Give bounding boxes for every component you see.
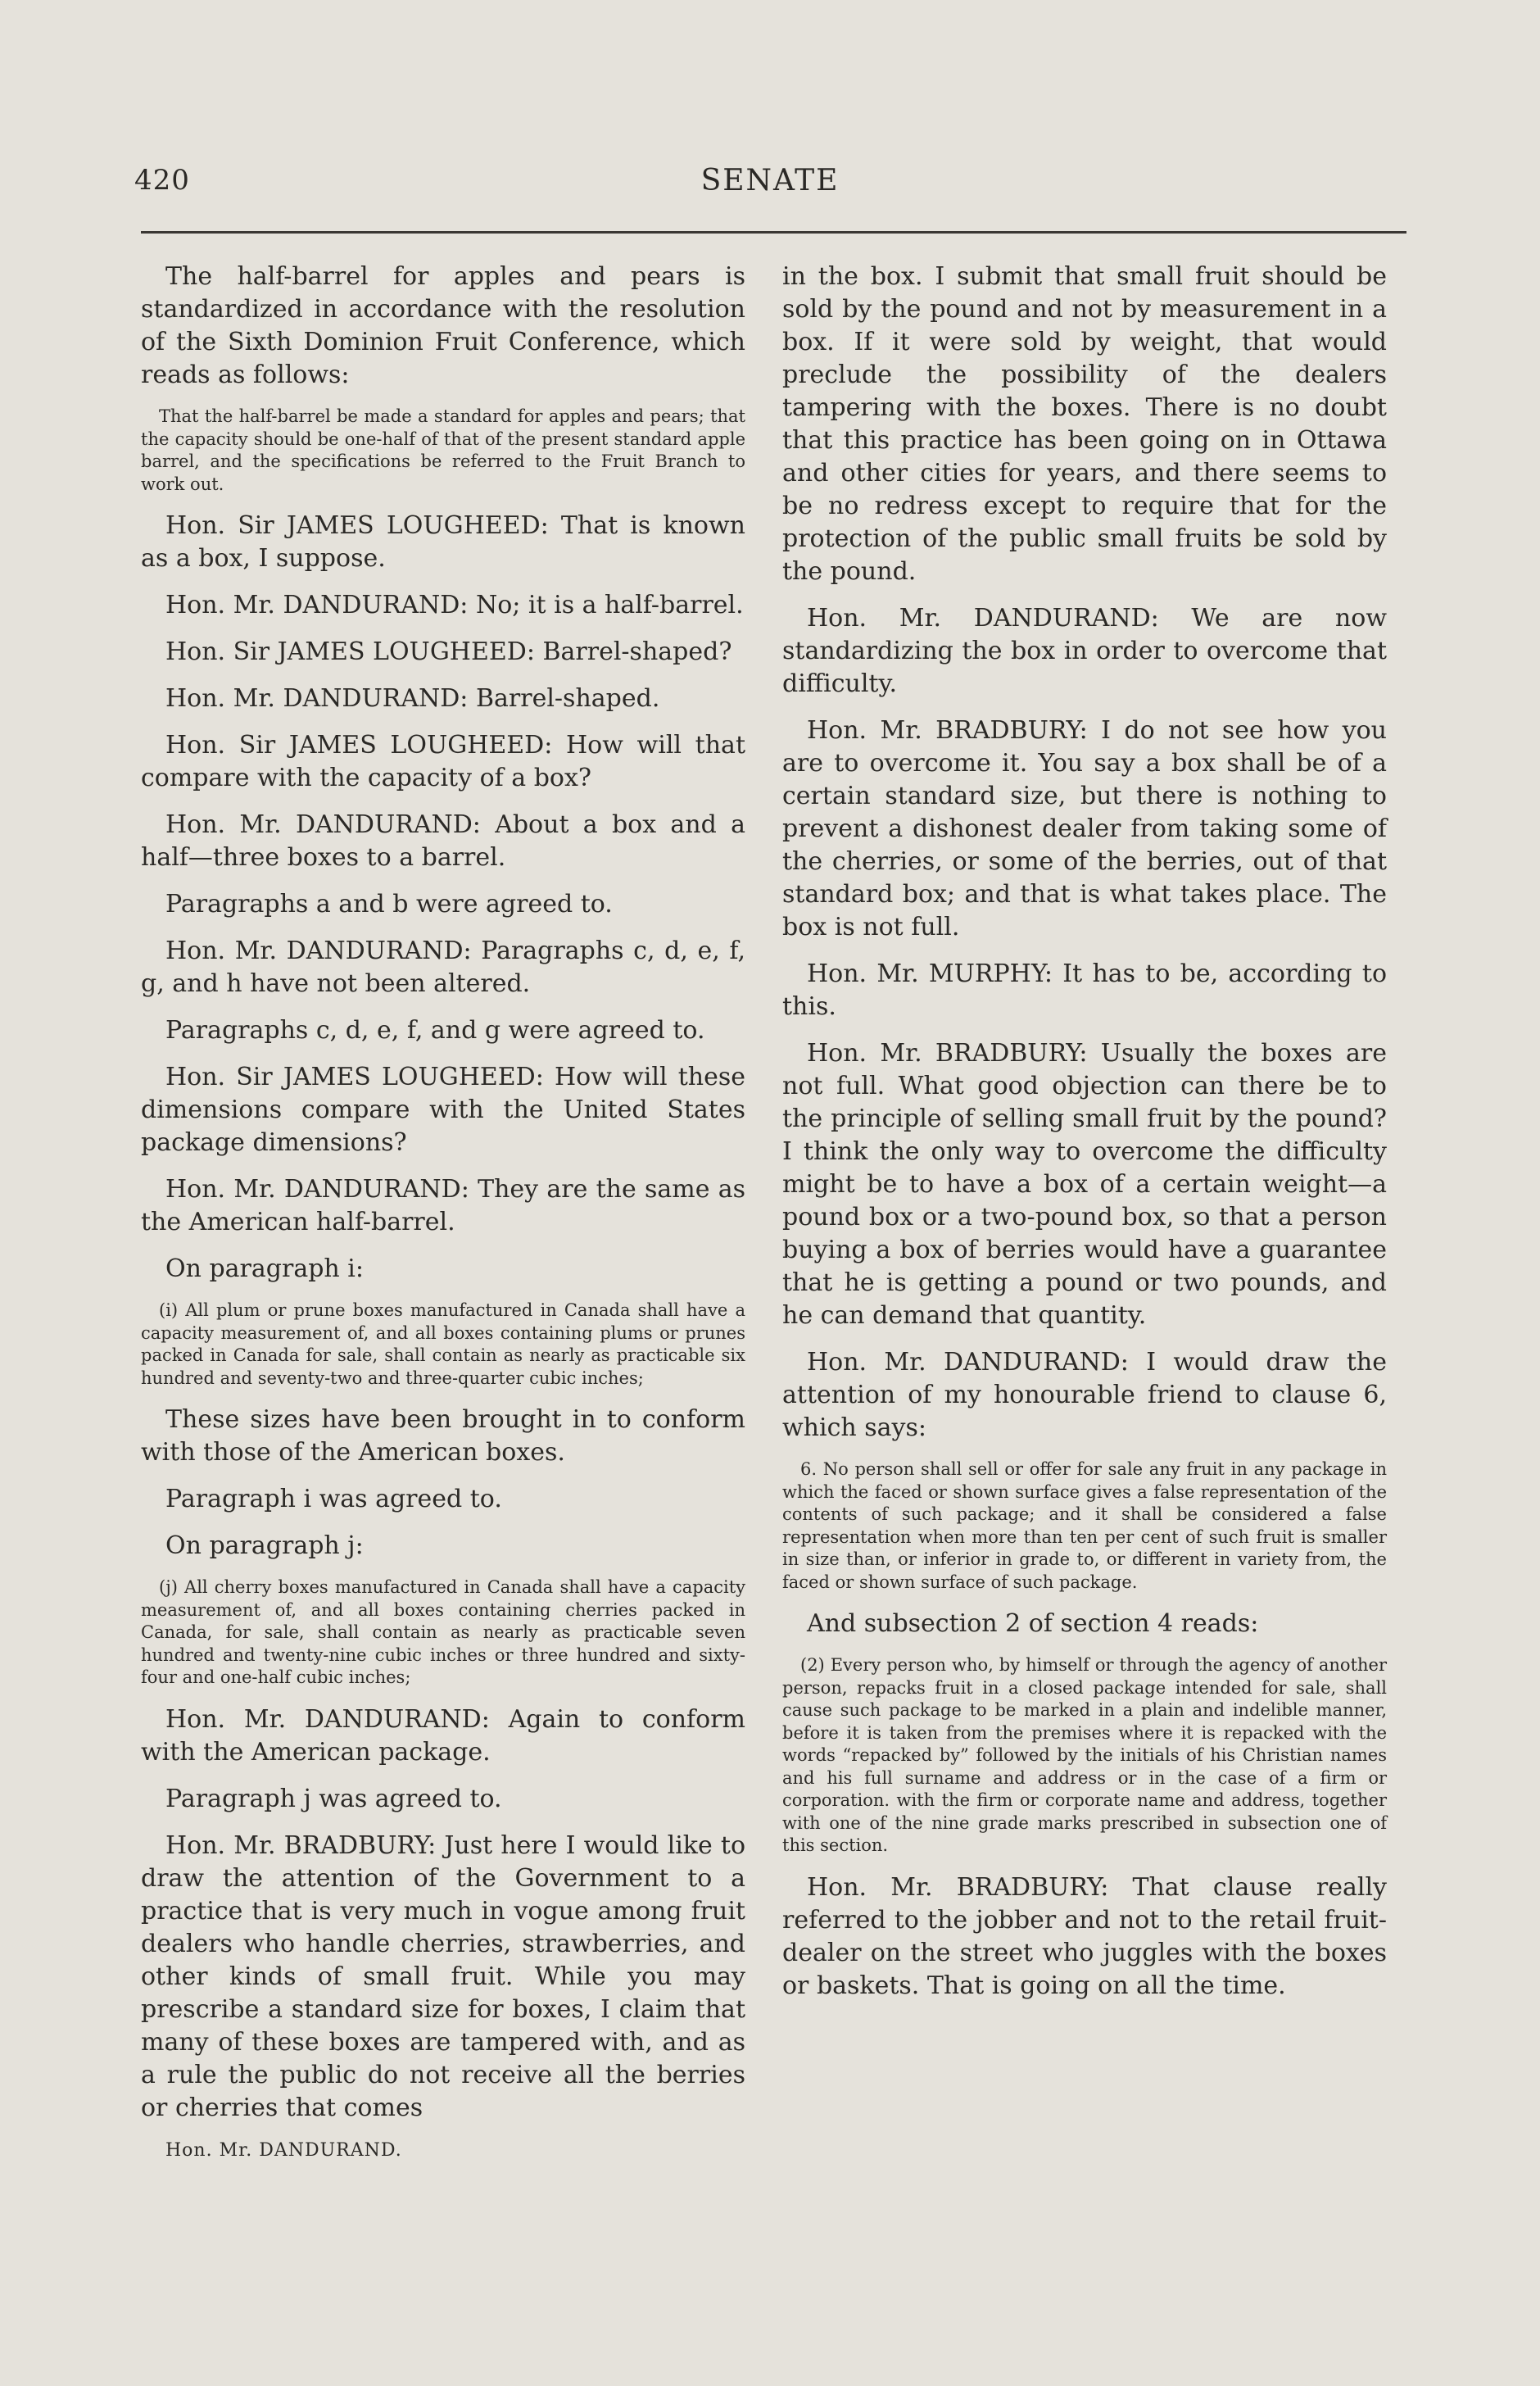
paragraph: Hon. Sir JAMES LOUGHEED: How will these dimensions compare with the United States package dimensions?: [141, 1063, 745, 1157]
paragraph: Hon. Sir JAMES LOUGHEED: Barrel-shaped?: [165, 637, 732, 666]
paragraph: Hon. Mr. DANDURAND: Barrel-shaped.: [165, 684, 660, 713]
paragraph: Hon. Mr. BRADBURY: That clause really referred to the jobber and not to the retail fruit-dealer on the street who juggles with the boxes or baskets. That is going on all the time.: [782, 1872, 1387, 2000]
paragraph: Hon. Mr. BRADBURY: Usually the boxes are not full. What good objection can there be to the principle of selling small fruit by the pound? I think the only way to overcome the difficulty might be to have a box of a certain weight—a pound box or a two-pound box, so that a person buying a box of berries would have a guarantee that he is getting a pound or two pounds, and he can demand that quantity.: [782, 1039, 1387, 1330]
paragraph: Hon. Sir JAMES LOUGHEED: That is known as a box, I suppose.: [141, 511, 745, 573]
paragraph: On paragraph i:: [165, 1254, 364, 1283]
paragraph: Hon. Mr. BRADBURY: I do not see how you are to overcome it. You say a box shall be of a certain standard size, but there is nothing to prevent a dishonest dealer from taking some of the cherries, or some of the berries, out of that standard box; and that is what takes place. The box is not full.: [782, 716, 1387, 941]
quoted-clause: (j) All cherry boxes manufactured in Canada shall have a capacity measurement of, and all boxes containing cherries packed in Canada, for sale, shall contain as nearly as practicable seven hundred and twenty-nine cubic inches or three hundred and sixty-four and one-half cubic inches;: [141, 1577, 745, 1687]
paragraph: Hon. Sir JAMES LOUGHEED: How will that compare with the capacity of a box?: [141, 731, 745, 792]
paragraph: Hon. Mr. MURPHY: It has to be, according to this.: [782, 959, 1387, 1021]
quoted-clause: 6. No person shall sell or offer for sale any fruit in any package in which the faced or shown surface gives a false representation of the contents of such package; and it shall be considered a false representation when more than ten per cent of such fruit is smaller in size than, or inferior in grade to, or different in variety from, the faced or shown surface of such package.: [782, 1459, 1387, 1592]
right-column: [782, 261, 1387, 2016]
paragraph: The half-barrel for apples and pears is standardized in accordance with the resolution of the Sixth Dominion Fruit Conference, which reads as follows:: [141, 262, 745, 389]
paragraph: Hon. Mr. DANDURAND: Again to conform with the American package.: [141, 1704, 745, 1767]
left-column: [141, 261, 745, 2163]
paragraph: On paragraph j:: [165, 1531, 364, 1560]
paragraph: Hon. Mr. DANDURAND: I would draw the attention of my honourable friend to clause 6, which says:: [782, 1348, 1387, 1442]
paragraph: Hon. Mr. DANDURAND: They are the same as the American half-barrel.: [141, 1175, 745, 1236]
quoted-clause: (2) Every person who, by himself or through the agency of another person, repacks fruit in a closed package intended for sale, shall cause such package to be marked in a plain and indelible manner, before it is taken from the premises where it is repacked with the words “repacked by” followed by the initials of his Christian names and his full surname and address or in the case of a firm or corporation. with the firm or corporate name and address, together with one of the nine grade marks prescribed in subsection one of this section.: [782, 1655, 1387, 1855]
paragraph: Paragraph j was agreed to.: [165, 1784, 502, 1813]
paragraph: Paragraph i was agreed to.: [165, 1485, 502, 1513]
paragraph: Hon. Mr. DANDURAND: No; it is a half-barrel.: [165, 591, 744, 619]
paragraph: Paragraphs c, d, e, f, and g were agreed to.: [165, 1016, 705, 1045]
paragraph: Hon. Mr. DANDURAND: We are now standardizing the box in order to overcome that difficulty.: [782, 604, 1387, 698]
quoted-clause: That the half-barrel be made a standard for apples and pears; that the capacity should be one-half of that of the present standard apple barrel, and the specifications be referred to the Fruit Branch to work out.: [141, 406, 745, 494]
paragraph: in the box. I submit that small fruit should be sold by the pound and not by measurement in a box. If it were sold by weight, that would preclude the possibility of the dealers tampering with the boxes. There is no doubt that this practice has been going on in Ottawa and other cities for years, and there seems to be no redress except to require that for the protection of the public small fruits be sold by the pound.: [782, 262, 1387, 586]
paragraph: Hon. Mr. DANDURAND: Paragraphs c, d, e, f, g, and h have not been altered.: [141, 937, 745, 998]
paragraph: Hon. Mr. DANDURAND: About a box and a half—three boxes to a barrel.: [141, 810, 745, 872]
header-rule: [141, 231, 1406, 234]
page-number: 420: [134, 164, 190, 197]
quoted-clause: (i) All plum or prune boxes manufactured in Canada shall have a capacity measurement of, and all boxes containing plums or prunes packed in Canada for sale, shall contain as nearly as practicable six hundred and seventy-two and three-quarter cubic inches;: [141, 1300, 745, 1388]
paragraph: These sizes have been brought in to conform with those of the American boxes.: [141, 1405, 745, 1467]
running-head: SENATE: [700, 164, 840, 197]
paragraph: Hon. Mr. BRADBURY: Just here I would like to draw the attention of the Government to a practice that is very much in vogue among fruit dealers who handle cherries, strawberries, and other kinds of small fruit. While you may prescribe a standard size for boxes, I claim that many of these boxes are tampered with, and as a rule the public do not receive all the berries or cherries that comes: [141, 1830, 745, 2122]
paragraph: And subsection 2 of section 4 reads:: [807, 1609, 1259, 1638]
paragraph: Paragraphs a and b were agreed to.: [165, 890, 613, 919]
footer-note: Hon. Mr. DANDURAND.: [165, 2139, 402, 2161]
